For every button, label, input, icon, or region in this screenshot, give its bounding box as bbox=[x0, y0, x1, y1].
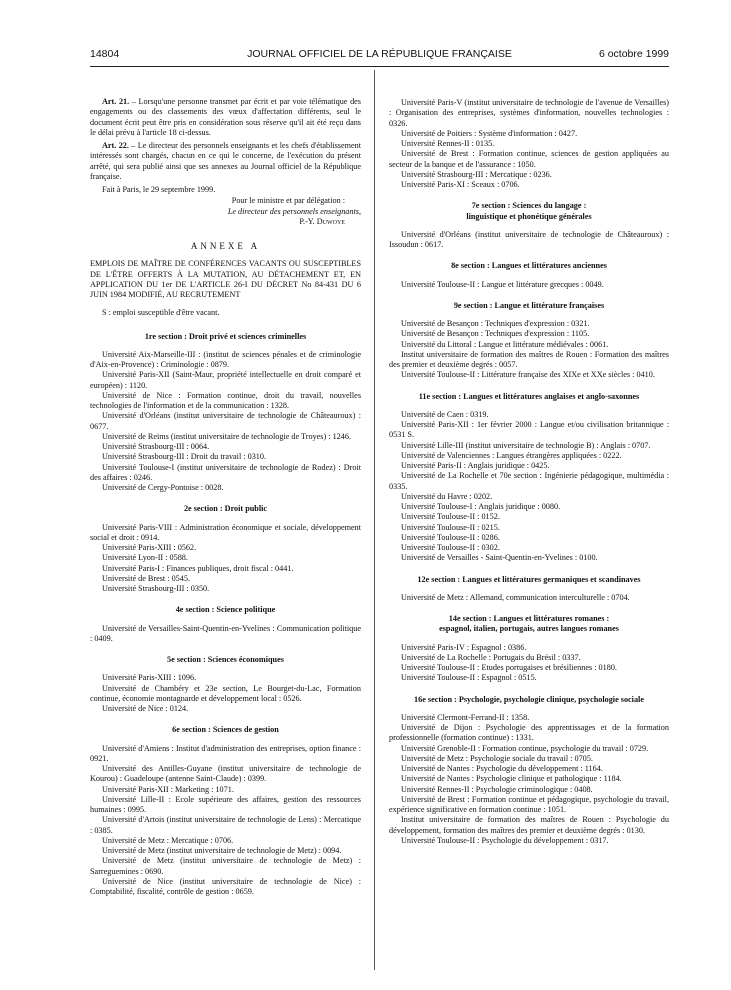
vacancy-entry: Université Lyon-II : 0588. bbox=[102, 553, 188, 563]
vacancy-entry: Université d'Amiens : Institut d'administration des entreprises, option finance : 0921. bbox=[90, 743, 361, 763]
right-sections bbox=[389, 201, 669, 846]
vacancy-entry: Université d'Artois (institut universitaire de technologie de Lens) : Mercatique : 0385. bbox=[90, 815, 361, 835]
right-intro-entries bbox=[389, 98, 669, 190]
section-heading bbox=[389, 695, 669, 705]
section-title: 14e section : Langues et littératures romanes : bbox=[448, 614, 610, 623]
vacancy-entry: Université de Poitiers : Système d'information : 0427. bbox=[401, 128, 578, 138]
emplois-title: EMPLOIS DE MAÎTRE DE CONFÉRENCES VACANTS OU SUSCEPTIBLES DE L'ÊTRE OFFERTS À LA MUTATION, AU DÉTACHEMENT ET, EN APPLICATION DU 1er DE L'ARTICLE 26-I DU DÉCRET No 84-431 DU 6 JUIN 1984 MODIFIÉ, AU RECRUTEMENT bbox=[90, 259, 361, 299]
issue-date: 6 octobre 1999 bbox=[598, 48, 669, 60]
section-subtitle: espagnol, italien, portugais, autres langues romanes bbox=[439, 624, 619, 634]
vacancy-entry: Université Toulouse-II : 0152. bbox=[401, 512, 500, 522]
article-21-text: – Lorsqu'une personne transmet par écrit et par voie télématique des engagements ou des classements des vœux d'affectation différents, seul le document écrit peut être pris en considération sous réserve qu'il ait été reçu dans le délai prévu à l'article 18 ci-dessus. bbox=[90, 97, 361, 137]
vacancy-legend: S : emploi susceptible d'être vacant. bbox=[102, 308, 220, 318]
signature-line-2: Le directeur des personnels enseignants, bbox=[227, 206, 361, 216]
vacancy-entry: Université de Nice : 0124. bbox=[102, 704, 189, 713]
article-22-text: – Le directeur des personnels enseignants et les chefs d'établissement intéressés sont chargés, chacun en ce qui le concerne, de l'exécution du présent arrêté, qui sera publié ainsi que ses annexes au Journal officiel de la République française. bbox=[90, 141, 361, 181]
article-22-label: Art. 22. bbox=[102, 141, 129, 150]
annexe-title: ANNEXE A bbox=[190, 241, 261, 251]
section-title: 11e section : Langues et littératures anglaises et anglo-saxonnes bbox=[418, 391, 640, 401]
vacancy-entry: Institut universitaire de formation des maîtres de Rouen : Formation des maîtres des premier et deuxième degrés : 0057. bbox=[389, 349, 669, 369]
vacancy-entry: Université Toulouse-I (institut universitaire de technologie de Rodez) : Droit des affaires : 0246. bbox=[90, 462, 361, 482]
vacancy-entry: Université Lille-II : Ecole supérieure des affaires, gestion des ressources humaines : 0995. bbox=[90, 794, 361, 814]
vacancy-entry: Université de Besançon : Techniques d'expression : 0321. bbox=[401, 319, 590, 328]
vacancy-entry: Université Paris-XIII : 1096. bbox=[102, 673, 197, 683]
section-title: 1re section : Droit privé et sciences criminelles bbox=[144, 331, 307, 341]
vacancy-entry: Université Paris-XII : Marketing : 1071. bbox=[102, 784, 234, 794]
vacancy-entry: Université de La Rochelle : Portugais du Brésil : 0337. bbox=[401, 652, 581, 662]
page-header bbox=[90, 48, 669, 64]
vacancy-entry: Université de Metz (institut universitaire de technologie de Metz) : 0094. bbox=[102, 846, 342, 855]
journal-title: JOURNAL OFFICIEL DE LA RÉPUBLIQUE FRANÇAISE bbox=[247, 48, 512, 60]
section-heading bbox=[90, 504, 361, 514]
vacancy-entry: Université de Nice (institut universitaire de technologie de Nice) : Comptabilité, fiscalité, contrôle de gestion : 0659. bbox=[90, 876, 361, 896]
vacancy-entry: Université de Versailles-Saint-Quentin-en-Yvelines : Communication politique : 0409. bbox=[90, 623, 361, 643]
section-title: 12e section : Langues et littératures germaniques et scandinaves bbox=[417, 574, 641, 584]
vacancy-entry: Université de Metz : Allemand, communication interculturelle : 0704. bbox=[401, 592, 630, 602]
left-sections bbox=[90, 332, 361, 898]
vacancy-entry: Université Grenoble-II : Formation continue, psychologie du travail : 0729. bbox=[401, 743, 649, 753]
section-heading bbox=[389, 392, 669, 402]
section-heading bbox=[90, 332, 361, 342]
section-title: 6e section : Sciences de gestion bbox=[172, 725, 279, 735]
column-divider bbox=[374, 70, 375, 970]
vacancy-entry: Université Paris-VIII : Administration économique et sociale, développement social et droit : 0914. bbox=[90, 522, 361, 542]
page-number: 14804 bbox=[90, 48, 120, 60]
section-title: 16e section : Psychologie, psychologie clinique, psychologie sociale bbox=[414, 694, 644, 704]
signature-block bbox=[90, 196, 361, 227]
section-title: 7e section : Sciences du langage : bbox=[471, 201, 587, 211]
vacancy-entry: Université de Versailles - Saint-Quentin-en-Yvelines : 0100. bbox=[401, 553, 598, 563]
vacancy-entry: Université Toulouse-I : Anglais juridique : 0080. bbox=[401, 502, 561, 511]
section-heading bbox=[389, 301, 669, 311]
vacancy-entry: Université Strasbourg-III : Droit du travail : 0310. bbox=[102, 452, 267, 462]
section-heading bbox=[90, 725, 361, 735]
vacancy-entry: Université Toulouse-II : Psychologie du développement : 0317. bbox=[401, 835, 609, 845]
vacancy-entry: Université des Antilles-Guyane (institut universitaire de technologie de Kourou) : Guadeloupe (antenne Saint-Claude) : 0399. bbox=[90, 764, 361, 784]
vacancy-entry: Université de Metz : Mercatique : 0706. bbox=[102, 835, 234, 845]
section-heading bbox=[90, 655, 361, 665]
right-column bbox=[389, 98, 669, 846]
vacancy-entry: Université Clermont-Ferrand-II : 1358. bbox=[401, 712, 530, 722]
section-title: 4e section : Science politique bbox=[175, 605, 276, 615]
article-21-label: Art. 21. bbox=[102, 97, 130, 106]
vacancy-entry: Université Paris-I : Finances publiques, droit fiscal : 0441. bbox=[102, 563, 294, 573]
vacancy-entry: Université de Nantes : Psychologie clinique et pathologique : 1184. bbox=[401, 774, 622, 784]
vacancy-entry: Université de Metz : Psychologie sociale du travail : 0705. bbox=[401, 753, 593, 763]
vacancy-entry: Université Paris-XI : Sceaux : 0706. bbox=[401, 180, 520, 189]
vacancy-entry: Université de Cergy-Pontoise : 0028. bbox=[102, 483, 224, 492]
vacancy-entry: Université Toulouse-II : 0215. bbox=[401, 522, 500, 532]
section-title: 2e section : Droit public bbox=[183, 504, 268, 514]
vacancy-entry: Université Rennes-II : 0135. bbox=[401, 139, 495, 148]
vacancy-entry: Université de Brest : 0545. bbox=[102, 573, 190, 583]
vacancy-entry: Université Toulouse-II : 0286. bbox=[401, 532, 500, 542]
section-heading bbox=[389, 201, 669, 222]
signature-line-1: Pour le ministre et par délégation : bbox=[231, 196, 345, 206]
vacancy-entry: Université Strasbourg-III : Mercatique : 0236. bbox=[401, 169, 552, 179]
vacancy-entry: Université Paris-XII : 1er février 2000 : Langue et/ou civilisation britannique : 0531 S. bbox=[389, 420, 669, 440]
vacancy-entry: Université Toulouse-II : Etudes portugaises et brésiliennes : 0180. bbox=[401, 663, 617, 672]
header-rule bbox=[90, 66, 669, 67]
vacancy-entry: Université d'Orléans (institut universitaire de technologie de Châteauroux) : 0677. bbox=[90, 411, 361, 431]
vacancy-entry: Université d'Orléans (institut universitaire de technologie de Châteauroux) : Issoudun : 0617. bbox=[389, 229, 669, 249]
left-column bbox=[90, 97, 361, 897]
vacancy-entry: Université de Brest : Formation continue, sciences de gestion appliquées au secteur de la banque et de l'assurance : 1050. bbox=[389, 149, 669, 169]
vacancy-entry: Université de Caen : 0319. bbox=[401, 409, 489, 419]
vacancy-entry: Université de Nantes : Psychologie du développement : 1164. bbox=[401, 764, 603, 773]
vacancy-entry: Université Toulouse-II : Langue et littérature grecques : 0049. bbox=[401, 279, 604, 289]
vacancy-entry: Université Aix-Marseille-III : (institut de sciences pénales et de criminologie d'Aix-en-Provence) : Criminologie : 0879. bbox=[90, 349, 361, 369]
vacancy-entry: Université de Reims (institut universitaire de technologie de Troyes) : 1246. bbox=[102, 431, 351, 441]
vacancy-entry: Université Lille-III (institut universitaire de technologie B) : Anglais : 0707. bbox=[401, 440, 651, 450]
vacancy-entry: Université du Littoral : Langue et littérature médiévales : 0061. bbox=[401, 339, 609, 349]
article-21 bbox=[90, 97, 361, 138]
vacancy-entry: Université de Brest : Formation continue et pédagogique, psychologie du travail, expérience significative en formation continue : 1051. bbox=[389, 794, 669, 814]
section-subtitle: linguistique et phonétique générales bbox=[466, 211, 592, 221]
section-title: 8e section : Langues et littératures anciennes bbox=[451, 261, 607, 271]
vacancy-entry: Université de La Rochelle et 70e section : Ingénierie pédagogique, multimédia : 0335. bbox=[389, 471, 669, 491]
place-date: Fait à Paris, le 29 septembre 1999. bbox=[102, 185, 216, 194]
section-title: 9e section : Langue et littérature françaises bbox=[453, 300, 605, 310]
vacancy-entry: Université du Havre : 0202. bbox=[401, 491, 493, 501]
vacancy-entry: Université Toulouse-II : 0302. bbox=[401, 543, 500, 552]
vacancy-entry: Université Paris-IV : Espagnol : 0386. bbox=[401, 642, 527, 652]
section-heading bbox=[389, 575, 669, 585]
section-title: 5e section : Sciences économiques bbox=[167, 655, 284, 664]
vacancy-entry: Université Toulouse-II : Espagnol : 0515. bbox=[401, 673, 537, 683]
vacancy-entry: Université de Besançon : Techniques d'expression : 1105. bbox=[401, 329, 590, 339]
vacancy-entry: Institut universitaire de formation des maîtres de Rouen : Psychologie du développement, formation des maîtres des premier et deuxième degrés : 0130. bbox=[389, 815, 669, 835]
vacancy-entry: Université de Dijon : Psychologie des apprentissages et de la formation professionnelle (formation continue) : 1331. bbox=[389, 723, 669, 743]
vacancy-entry: Université Strasbourg-III : 0064. bbox=[102, 442, 210, 451]
vacancy-entry: Université Toulouse-II : Littérature française des XIXe et XXe siècles : 0410. bbox=[401, 370, 655, 380]
vacancy-entry: Université Paris-XIII : 0562. bbox=[102, 543, 197, 552]
vacancy-entry: Université de Metz (institut universitaire de technologie de Metz) : Sarreguemines : 0690. bbox=[90, 856, 361, 876]
vacancy-entry: Université Strasbourg-III : 0350. bbox=[102, 584, 210, 593]
vacancy-entry: Université Rennes-II : Psychologie criminologique : 0408. bbox=[401, 784, 593, 794]
article-22 bbox=[90, 141, 361, 182]
vacancy-entry: Université de Nice : Formation continue, droit du travail, nouvelles technologies de l'information et de la communication : 1328. bbox=[90, 390, 361, 410]
vacancy-entry: Université Paris-II : Anglais juridique : 0425. bbox=[401, 461, 550, 470]
section-heading bbox=[389, 261, 669, 271]
vacancy-entry: Université de Chambéry et 23e section, Le Bourget-du-Lac, Formation continue, économie montagnarde et développement local : 0526. bbox=[90, 683, 361, 703]
vacancy-entry: Université Paris-XII (Saint-Maur, propriété intellectuelle en droit comparé et européen) : 1120. bbox=[90, 370, 361, 390]
section-heading bbox=[389, 614, 669, 635]
vacancy-entry: Université de Valenciennes : Langues étrangères appliquées : 0222. bbox=[401, 450, 622, 460]
vacancy-entry: Université Paris-V (institut universitaire de technologie de l'avenue de Versailles) : Organisation des entreprises, systèmes d'information, nouvelles technologies : 0326. bbox=[389, 98, 669, 128]
signature-name: P.-Y. Duwoye bbox=[299, 216, 345, 226]
section-heading bbox=[90, 605, 361, 615]
